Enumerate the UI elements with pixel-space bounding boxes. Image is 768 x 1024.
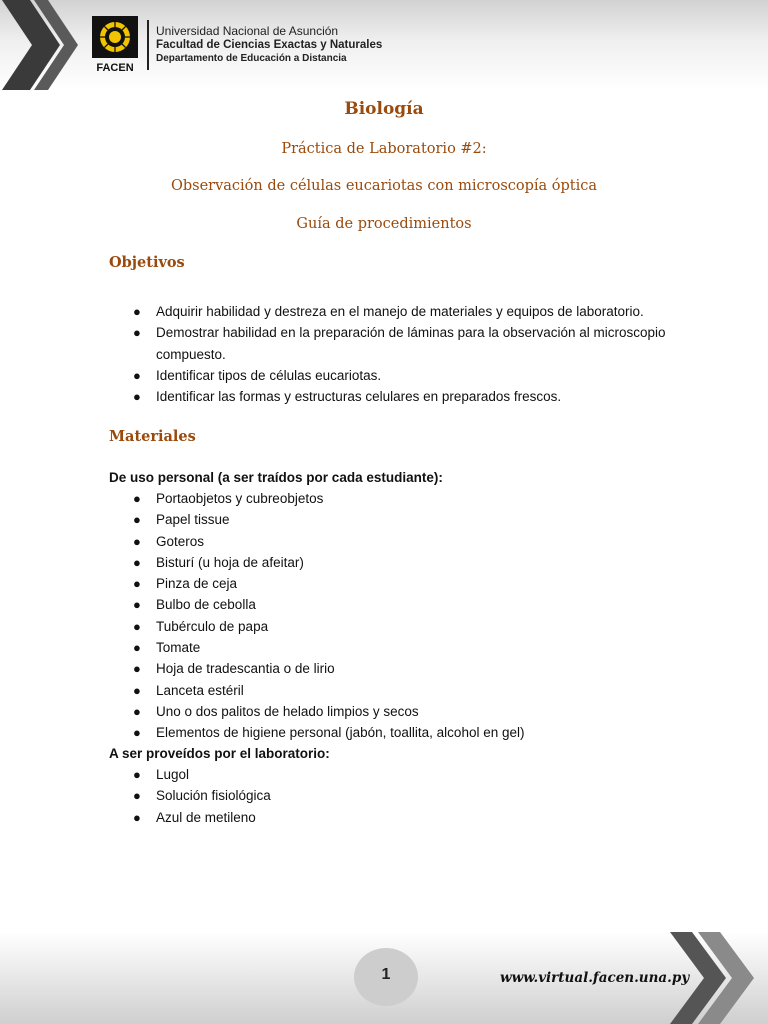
materiales-heading: Materiales bbox=[109, 428, 196, 445]
bullet-icon: ● bbox=[133, 491, 141, 506]
bullet-icon: ● bbox=[133, 389, 141, 405]
svg-text:FACEN: FACEN bbox=[96, 62, 134, 74]
bullet-icon: ● bbox=[133, 618, 141, 634]
list-item: ● Identificar tipos de células eucariotas. bbox=[0, 365, 768, 386]
bullet-icon: ● bbox=[133, 367, 141, 383]
faculty-name: Facultad de Ciencias Exactas y Naturales bbox=[156, 39, 383, 51]
bullet-icon: ● bbox=[133, 809, 141, 825]
bullet-icon: ● bbox=[133, 597, 141, 613]
list-item: ● Elementos de higiene personal (jabón, toallita, alcohol en gel) bbox=[0, 722, 768, 743]
chevron-decoration-icon bbox=[0, 0, 90, 90]
lab-materials-label: A ser proveídos por el laboratorio: bbox=[109, 746, 330, 761]
bullet-icon: ● bbox=[133, 304, 141, 319]
list-item: ● Solución fisiológica bbox=[0, 785, 768, 806]
list-item: ● Papel tissue bbox=[0, 509, 768, 530]
list-item: ● Adquirir habilidad y destreza en el manejo de materiales y equipos de laboratorio. bbox=[0, 301, 768, 322]
objetivos-list bbox=[0, 301, 768, 407]
bullet-icon: ● bbox=[133, 767, 141, 782]
list-item: ● Goteros bbox=[0, 531, 768, 552]
bullet-icon: ● bbox=[133, 512, 141, 528]
objetivos-heading: Objetivos bbox=[109, 254, 185, 271]
page-header bbox=[0, 0, 768, 90]
footer-url: www.virtual.facen.una.py bbox=[500, 970, 690, 986]
page-number: 1 bbox=[381, 966, 391, 983]
bullet-icon: ● bbox=[133, 640, 141, 656]
personal-materials-list bbox=[0, 488, 768, 744]
personal-materials-label: De uso personal (a ser traídos por cada estudiante): bbox=[109, 470, 443, 485]
bullet-icon: ● bbox=[133, 682, 141, 698]
department-name: Departamento de Educación a Distancia bbox=[156, 53, 347, 64]
bullet-icon: ● bbox=[133, 325, 141, 341]
lab-materials-list bbox=[0, 764, 768, 828]
bullet-icon: ● bbox=[133, 533, 141, 549]
bullet-icon: ● bbox=[133, 661, 141, 677]
list-item: ● Tomate bbox=[0, 637, 768, 658]
practice-topic: Observación de células eucariotas con microscopía óptica bbox=[170, 178, 598, 194]
university-name: Universidad Nacional de Asunción bbox=[156, 24, 339, 38]
list-item: ● Bisturí (u hoja de afeitar) bbox=[0, 552, 768, 573]
list-item: ● Pinza de ceja bbox=[0, 573, 768, 594]
list-item: ● Lanceta estéril bbox=[0, 680, 768, 701]
list-item: ● Bulbo de cebolla bbox=[0, 594, 768, 615]
list-item: ● Uno o dos palitos de helado limpios y secos bbox=[0, 701, 768, 722]
list-item: ● Azul de metileno bbox=[0, 807, 768, 828]
document-title: Biología bbox=[344, 99, 424, 119]
list-item: ● Tubérculo de papa bbox=[0, 616, 768, 637]
header-divider bbox=[147, 20, 149, 70]
practice-subtitle: Práctica de Laboratorio #2: bbox=[281, 141, 487, 157]
list-item: ● Lugol bbox=[0, 764, 768, 785]
bullet-icon: ● bbox=[133, 554, 141, 570]
facen-logo-icon bbox=[92, 16, 138, 74]
bullet-icon: ● bbox=[133, 703, 141, 719]
list-item: ● Demostrar habilidad en la preparación de láminas para la observación al microscopio compuesto. bbox=[0, 322, 768, 365]
list-item: ● Hoja de tradescantia o de lirio bbox=[0, 658, 768, 679]
guide-subtitle: Guía de procedimientos bbox=[296, 216, 472, 232]
bullet-icon: ● bbox=[133, 725, 141, 741]
bullet-icon: ● bbox=[133, 788, 141, 804]
list-item: ● Identificar las formas y estructuras celulares en preparados frescos. bbox=[0, 386, 768, 407]
list-item: ● Portaobjetos y cubreobjetos bbox=[0, 488, 768, 509]
bullet-icon: ● bbox=[133, 576, 141, 592]
